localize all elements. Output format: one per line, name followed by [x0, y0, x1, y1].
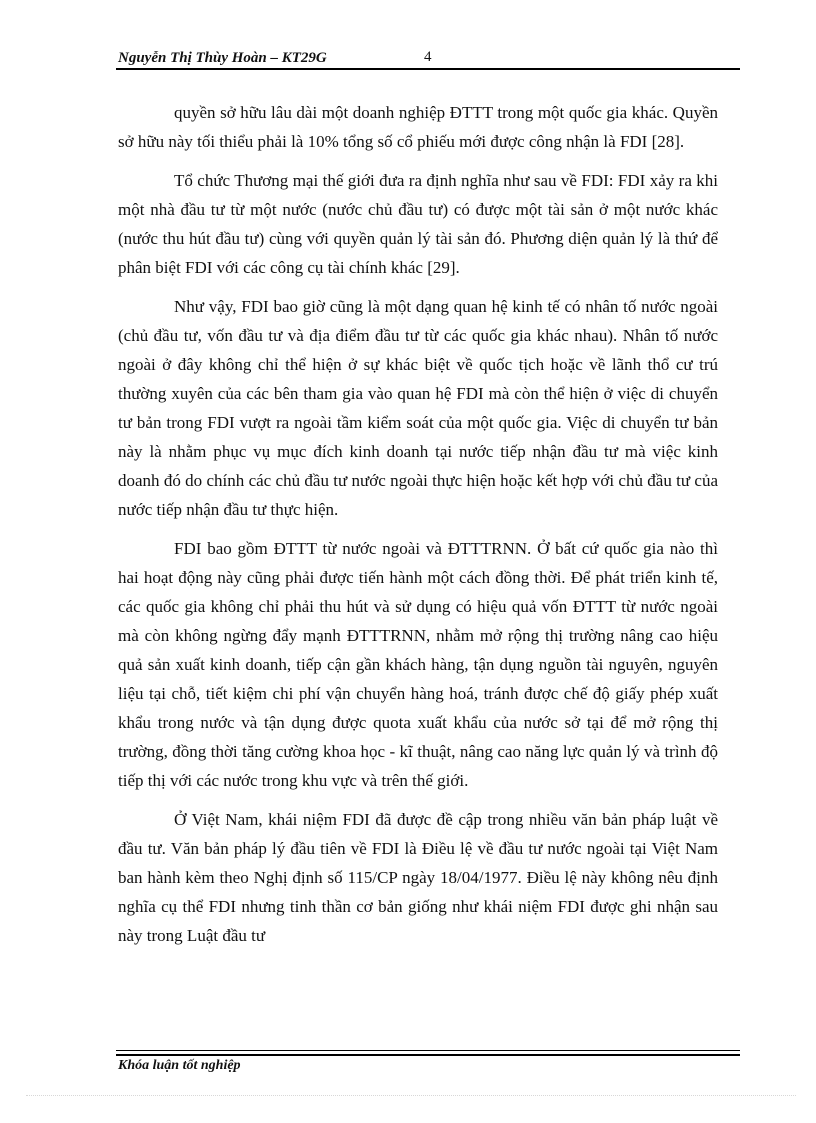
page-boundary-dotted [26, 1095, 796, 1096]
paragraph-3: Như vậy, FDI bao giờ cũng là một dạng quan hệ kinh tế có nhân tố nước ngoài (chủ đầu tư, vốn đầu tư và địa điểm đầu tư từ các quốc gia khác nhau). Nhân tố nước ngoài ở đây không chỉ thể hiện ở sự khác biệt về quốc tịch hoặc về lãnh thổ cư trú thường xuyên của các bên tham gia vào quan hệ FDI mà còn thể hiện ở việc di chuyển tư bản trong FDI vượt ra ngoài tầm kiểm soát của một quốc gia. Việc di chuyển tư bản này là nhằm phục vụ mục đích kinh doanh tại nước tiếp nhận đầu tư mà việc kinh doanh đó do chính các chủ đầu tư nước ngoài thực hiện hoặc kết hợp với chủ đầu tư của nước tiếp nhận đầu tư thực hiện. [118, 297, 718, 519]
paragraph-4: FDI bao gồm ĐTTT từ nước ngoài và ĐTTTRNN. Ở bất cứ quốc gia nào thì hai hoạt động này cũng phải được tiến hành một cách đồng thời. Để phát triển kinh tế, các quốc gia không chỉ phải thu hút và sử dụng có hiệu quả vốn ĐTTT từ nước ngoài mà còn không ngừng đẩy mạnh ĐTTTRNN, nhằm mở rộng thị trường nâng cao hiệu quả sản xuất kinh doanh, tiếp cận gần khách hàng, tận dụng nguồn tài nguyên, nguyên liệu tại chỗ, tiết kiệm chi phí vận chuyển hàng hoá, tránh được chế độ giấy phép xuất khẩu trong nước và tận dụng được quota xuất khẩu của nước sở tại để mở rộng thị trường, đồng thời tăng cường khoa học - kĩ thuật, nâng cao năng lực quản lý và trình độ tiếp thị với các nước trong khu vực và trên thế giới. [118, 539, 718, 790]
footer-rule-thick [116, 1054, 740, 1056]
page-number: 4 [424, 49, 432, 65]
paragraph-5: Ở Việt Nam, khái niệm FDI đã được đề cập trong nhiều văn bản pháp luật về đầu tư. Văn bản pháp lý đầu tiên về FDI là Điều lệ về đầu tư nước ngoài tại Việt Nam ban hành kèm theo Nghị định số 115/CP ngày 18/04/1977. Điều lệ này không nêu định nghĩa cụ thể FDI nhưng tinh thần cơ bản giống như khái niệm FDI được ghi nhận sau này trong Luật đầu tư [118, 810, 718, 945]
paragraph-2: Tổ chức Thương mại thế giới đưa ra định nghĩa như sau về FDI: FDI xảy ra khi một nhà đầu tư từ một nước (nước chủ đầu tư) có được một tài sản ở một nước khác (nước thu hút đầu tư) cùng với quyền quản lý tài sản đó. Phương diện quản lý là thứ để phân biệt FDI với các công cụ tài chính khác [29]. [118, 171, 718, 277]
document-body [118, 98, 718, 960]
footer-label: Khóa luận tốt nghiệp [118, 1058, 241, 1073]
header-author: Nguyễn Thị Thùy Hoàn – KT29G [118, 50, 327, 66]
footer-rule-thin [116, 1050, 740, 1051]
page-header [118, 50, 740, 70]
paragraph-1: quyền sở hữu lâu dài một doanh nghiệp ĐTTT trong một quốc gia khác. Quyền sở hữu này tối thiểu phải là 10% tổng số cổ phiếu mới được công nhận là FDI [28]. [118, 103, 718, 151]
header-rule [116, 68, 740, 70]
